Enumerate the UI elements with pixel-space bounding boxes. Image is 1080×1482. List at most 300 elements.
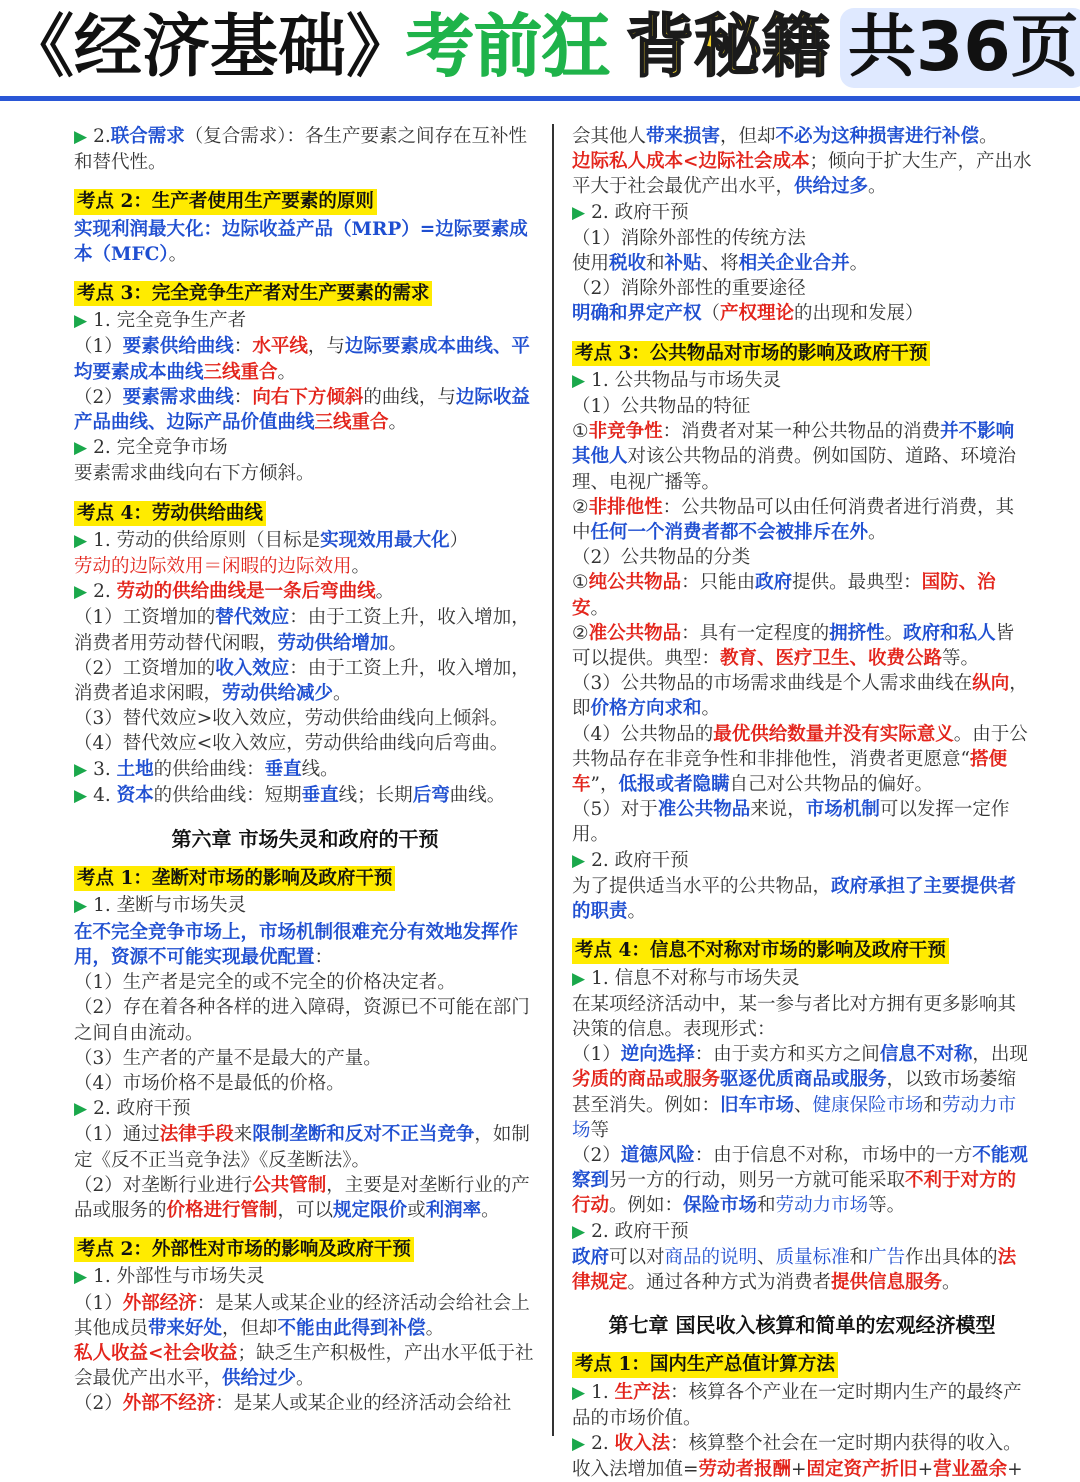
text-run: 1. <box>591 1381 615 1403</box>
text-run: （2）公共物品的分类 <box>572 547 751 569</box>
text-run: 和 <box>849 1246 869 1268</box>
text-run: 。 <box>979 126 998 147</box>
text-run: 等。 <box>868 1195 906 1217</box>
text-run: ② <box>572 496 589 518</box>
header-title-kaoqiankuang: 考前狂 <box>406 8 611 87</box>
text-run: 。 <box>868 522 887 544</box>
paragraph <box>74 920 536 970</box>
text-run: 使用 <box>572 253 610 275</box>
text-run: 等 <box>590 1119 610 1141</box>
text-run: 劳动的供给曲线是一条后弯曲线 <box>116 581 376 603</box>
text-run: （5）对于 <box>572 799 658 821</box>
text-run: 三线重合 <box>314 412 389 434</box>
section-heading <box>74 189 536 216</box>
paragraph <box>74 757 536 783</box>
text-run: 垂直 <box>264 758 302 780</box>
text-run: 等。 <box>942 648 980 670</box>
text-run: ① <box>572 572 589 594</box>
text-run: 政府 <box>755 572 793 594</box>
text-run: ： <box>233 386 253 408</box>
paragraph <box>572 671 1032 721</box>
text-run: 、 <box>757 1246 776 1268</box>
text-run: 补贴 <box>664 253 702 275</box>
text-run: 搭便车 <box>572 748 1007 796</box>
bullet-arrow-icon: ▶ <box>74 759 88 780</box>
text-run: 。 <box>627 901 647 923</box>
paragraph <box>572 545 1032 570</box>
text-run: （4）公共物品的 <box>572 723 714 745</box>
text-run: 低报或者隐瞒 <box>618 774 730 796</box>
text-run: 收入法 <box>614 1432 671 1454</box>
text-run: 法律手段 <box>159 1124 234 1146</box>
page-header <box>0 0 1080 101</box>
paragraph <box>572 1457 1032 1482</box>
paragraph <box>572 394 1032 419</box>
text-run: 利润率 <box>425 1199 482 1221</box>
header-title-beimiji: 背秘籍 <box>626 8 831 87</box>
paragraph <box>74 217 536 267</box>
text-run: （3）替代效应>收入效应，劳动供给曲线向上倾斜。 <box>74 708 509 730</box>
text-run: + <box>791 1459 807 1481</box>
text-run: （复合需求）：各生产要素之间存在互补性和替代性。 <box>74 126 528 174</box>
paragraph <box>572 621 1032 671</box>
bullet-arrow-icon: ▶ <box>74 1267 88 1288</box>
paragraph <box>572 251 1032 276</box>
text-run: 供给过多 <box>794 176 869 198</box>
text-run: 道德风险 <box>620 1144 695 1166</box>
header-title-pages: 共36页 <box>840 8 1080 88</box>
paragraph <box>572 992 1032 1042</box>
text-run: 或 <box>407 1199 426 1221</box>
text-run: 。 <box>333 683 352 705</box>
bullet-arrow-icon: ▶ <box>74 1099 88 1120</box>
bullet-arrow-icon: ▶ <box>572 1221 586 1242</box>
text-run: 。 <box>481 1199 500 1221</box>
paragraph <box>572 200 1032 226</box>
paragraph <box>74 706 536 731</box>
text-run: 。 <box>868 176 887 198</box>
text-run: （1）工资增加的 <box>74 607 216 629</box>
paragraph <box>572 722 1032 798</box>
paragraph <box>74 435 536 461</box>
paragraph <box>74 656 536 706</box>
paragraph <box>572 1431 1032 1457</box>
text-run: 非竞争性 <box>588 421 663 443</box>
section-heading <box>74 1237 536 1264</box>
text-run: 劣质的商品或服务 <box>572 1069 721 1091</box>
text-run: ，与 <box>307 336 345 358</box>
text-run: 带来损害 <box>646 126 721 147</box>
paragraph <box>572 1245 1032 1295</box>
section-heading <box>572 1352 1032 1379</box>
text-run: 和 <box>757 1195 776 1217</box>
text-run: 相关企业合并 <box>738 253 850 275</box>
text-run: 资本 <box>116 784 154 806</box>
paragraph <box>74 308 536 334</box>
text-run: 。 <box>388 412 408 434</box>
text-run: 旧车市场 <box>720 1094 795 1116</box>
text-run: ① <box>572 421 589 443</box>
text-run: 垂直 <box>301 784 339 806</box>
text-run: 作出具体的 <box>905 1246 998 1268</box>
text-run: 边际要素成本曲线、平均要素成本曲线 <box>74 336 530 383</box>
text-run: 国防、治安 <box>572 572 996 619</box>
text-run: 提供信息服务 <box>831 1271 943 1293</box>
left-column <box>74 124 536 1417</box>
text-run: 。 <box>942 1271 961 1293</box>
paragraph <box>572 1219 1032 1245</box>
chapter-heading <box>74 827 536 852</box>
bullet-arrow-icon: ▶ <box>572 370 586 391</box>
text-run: 的供给曲线： <box>153 758 265 780</box>
text-run: （1） <box>572 1044 621 1066</box>
text-run: 对该公共物品的消费。例如国防、道路、环境治理、电视广播等。 <box>572 446 1017 493</box>
text-run: 。 <box>168 243 188 265</box>
text-run: 1. 信息不对称与市场失灵 <box>591 967 800 989</box>
paragraph <box>572 226 1032 251</box>
paragraph <box>74 783 536 809</box>
text-run: ，主要是对垄断行业的产品或服务的 <box>74 1174 530 1221</box>
text-run: 生产法 <box>614 1381 671 1403</box>
text-run: 曲线。 <box>449 784 506 806</box>
right-column <box>572 124 1032 1482</box>
text-run: 的出现和发展） <box>794 303 924 325</box>
text-run: 实现效用最大化 <box>320 529 450 551</box>
text-run: 固定资产折旧 <box>806 1459 918 1481</box>
section-heading <box>572 938 1032 965</box>
text-run: 纵向 <box>972 673 1010 695</box>
paragraph <box>74 731 536 756</box>
text-run: 2. 完全竞争市场 <box>93 437 228 459</box>
text-run: 在不完全竞争市场上，市场机制很难充分有效地发挥作用，资源不可能实现最优配置 <box>74 921 519 968</box>
text-run: 3. <box>93 758 117 780</box>
paragraph <box>74 605 536 655</box>
text-run: 要素供给曲线 <box>122 336 234 358</box>
text-run: 。 <box>375 581 395 603</box>
text-run: 外部经济 <box>122 1292 197 1314</box>
paragraph <box>74 124 536 175</box>
text-run: ：由于卖方和买方之间 <box>694 1044 880 1066</box>
text-run: （2）消除外部性的重要途径 <box>572 278 806 300</box>
paragraph <box>74 579 536 605</box>
text-run: 劳动供给减少 <box>222 683 334 705</box>
paragraph <box>572 874 1032 924</box>
text-run: 。 <box>296 1368 315 1390</box>
text-run: ”， <box>590 774 619 796</box>
paragraph <box>74 1046 536 1071</box>
paragraph <box>572 570 1032 620</box>
text-run: （1） <box>74 336 123 358</box>
text-run: （2）工资增加的 <box>74 657 216 679</box>
paragraph <box>74 385 536 435</box>
text-run: （4）市场价格不是最低的价格。 <box>74 1072 345 1094</box>
text-run: 外部不经济 <box>122 1393 216 1415</box>
section-heading-label: 考点 1：国内生产总值计算方法 <box>572 1352 838 1377</box>
header-title-book: 《经济基础》 <box>6 8 415 87</box>
text-run: 不利于对方的行动 <box>572 1170 1017 1217</box>
text-run: 边际私人成本<边际社会成本 <box>572 151 810 173</box>
text-run: 规定限价 <box>333 1199 408 1221</box>
text-run: 1. 外部性与市场失灵 <box>93 1266 265 1288</box>
text-run: 。通过各种方式为消费者 <box>627 1271 832 1293</box>
text-run: 、 <box>794 1094 813 1116</box>
text-run: 实现利润最大化： <box>74 218 223 240</box>
section-heading-label: 考点 2：生产者使用生产要素的原则 <box>74 189 377 214</box>
text-run: 线。 <box>301 758 339 780</box>
text-run: ② <box>572 622 589 644</box>
text-run: 广告 <box>868 1246 906 1268</box>
chapter-heading <box>572 1313 1032 1338</box>
text-run: 2. 政府干预 <box>591 201 689 223</box>
bullet-arrow-icon: ▶ <box>74 530 88 551</box>
text-run: 1. 公共物品与市场失灵 <box>591 369 782 391</box>
text-run: 产权理论 <box>720 303 795 325</box>
text-run: 。 <box>590 597 610 619</box>
text-run: ：是某人或某企业的经济活动会给社会上其他成员 <box>74 1292 530 1339</box>
text-run: 边际收益产品曲线、边际产品价值曲线 <box>74 386 530 434</box>
text-run: 线；长期 <box>338 784 413 806</box>
text-run: 4. <box>93 784 117 806</box>
text-run: 质量标准 <box>775 1246 850 1268</box>
text-run: （1）消除外部性的传统方法 <box>572 227 806 249</box>
bullet-arrow-icon: ▶ <box>572 1433 586 1454</box>
text-run: 2. <box>93 581 117 603</box>
section-heading-label: 考点 2：外部性对市场的影响及政府干预 <box>74 1237 414 1262</box>
text-run: ：核算各个产业在一定时期内生产的最终产品的市场价值。 <box>572 1381 1022 1429</box>
text-run: 政府 <box>572 1246 610 1268</box>
bullet-arrow-icon: ▶ <box>74 438 88 459</box>
bullet-arrow-icon: ▶ <box>74 311 88 332</box>
text-run: 政府承担了主要提供者的职责 <box>572 875 1017 923</box>
text-run: （2）存在着各种各样的进入障碍，资源已不可能在部门之间自由流动。 <box>74 997 530 1044</box>
bullet-arrow-icon: ▶ <box>572 1382 586 1403</box>
text-run: ，但却 <box>222 1317 278 1339</box>
text-run: ，可以 <box>277 1199 334 1221</box>
text-run: （2） <box>74 386 123 408</box>
paragraph <box>74 334 536 384</box>
paragraph <box>572 419 1032 495</box>
paragraph <box>572 495 1032 545</box>
paragraph <box>572 368 1032 394</box>
text-run: 公共管制 <box>252 1174 327 1196</box>
text-run: 劳动供给增加 <box>277 632 389 654</box>
text-run: 不能观察到 <box>572 1144 1028 1192</box>
text-run: 联合需求 <box>110 126 185 147</box>
text-run: （3）生产者的产量不是最大的产量。 <box>74 1047 382 1069</box>
paragraph <box>74 1173 536 1223</box>
text-run: 第七章 国民收入核算和简单的宏观经济模型 <box>608 1313 996 1338</box>
text-run: 劳动者报酬 <box>698 1459 792 1481</box>
text-run: 政府和私人 <box>903 622 996 644</box>
text-run: 。 <box>849 253 869 275</box>
text-run: ，但却 <box>720 126 776 147</box>
paragraph <box>572 276 1032 301</box>
text-run: 收入法增加值= <box>572 1459 699 1481</box>
text-run: 商品的说明 <box>664 1246 758 1268</box>
text-run: （1）公共物品的特征 <box>572 396 751 418</box>
text-run: 收入效应 <box>215 657 290 679</box>
bullet-arrow-icon: ▶ <box>74 896 88 917</box>
text-run: ，即 <box>572 673 1028 720</box>
text-run: ：具有一定程度的 <box>681 622 830 644</box>
text-run: ： <box>314 946 334 968</box>
text-run: ；缺乏生产积极性，产出水平低于社会最优产出水平， <box>74 1342 534 1390</box>
paragraph <box>572 848 1032 874</box>
text-run: 健康保险市场 <box>812 1094 924 1116</box>
text-run: 任何一个消费者都不会被排斥在外 <box>590 522 869 544</box>
text-run: （2） <box>74 1393 123 1415</box>
text-run: 另一方的行动，则另一方就可能采取 <box>609 1170 906 1192</box>
text-run: （ <box>701 303 721 325</box>
paragraph <box>74 1341 536 1391</box>
text-run: 信息不对称 <box>879 1044 973 1066</box>
text-run: 1. 完全竞争生产者 <box>93 310 247 332</box>
text-run: 驱逐优质商品或服务 <box>720 1069 887 1091</box>
text-run: 不能由此得到补偿 <box>277 1317 426 1339</box>
text-run: 逆向选择 <box>620 1044 695 1066</box>
text-run: 纯公共物品 <box>588 572 682 594</box>
text-run: 2. 政府干预 <box>93 1098 191 1120</box>
text-run: 供给过少 <box>222 1368 297 1390</box>
text-run: （4）替代效应<收入效应，劳动供给曲线向后弯曲。 <box>74 733 509 755</box>
text-run: 准公共物品 <box>657 799 751 821</box>
text-run: 营业盈余 <box>933 1459 1008 1481</box>
text-run: 1. 垄断与市场失灵 <box>93 895 247 917</box>
text-run: 。 <box>277 361 297 383</box>
text-run: 明确和界定产权 <box>572 303 702 325</box>
paragraph <box>572 1380 1032 1431</box>
section-heading-label: 考点 3：公共物品对市场的影响及政府干预 <box>572 341 930 366</box>
section-heading-label: 考点 3：完全竞争生产者对生产要素的需求 <box>74 281 432 306</box>
column-divider <box>552 124 554 1436</box>
text-run: 三线重合 <box>203 361 278 383</box>
text-run: 、将 <box>701 253 739 275</box>
text-run: 2. <box>93 126 111 147</box>
text-run: 的曲线，与 <box>363 386 456 408</box>
section-heading <box>74 281 536 308</box>
paragraph <box>572 966 1032 992</box>
text-run: 法律规定 <box>572 1246 1017 1293</box>
text-run: 价格进行管制 <box>166 1199 278 1221</box>
section-heading-label: 考点 4：劳动供给曲线 <box>74 501 266 526</box>
text-run: ，如制定《反不正当竞争法》《反垄断法》。 <box>74 1124 530 1171</box>
paragraph <box>74 970 536 995</box>
text-run: 限制垄断和反对不正当竞争 <box>252 1124 475 1146</box>
paragraph <box>572 1143 1032 1219</box>
paragraph <box>74 1071 536 1096</box>
text-run: 。 <box>388 632 408 654</box>
text-run: 。例如： <box>609 1195 684 1217</box>
text-run: ；倾向于扩大生产，产出水平大于社会最优产出水平， <box>572 151 1032 198</box>
text-run: （1） <box>74 1292 123 1314</box>
text-run: 2. <box>591 1432 615 1454</box>
text-run: 和 <box>923 1094 943 1116</box>
text-run: ：只能由 <box>681 572 756 594</box>
text-run: 非排他性 <box>588 496 663 518</box>
text-run: + <box>917 1459 934 1481</box>
text-run: 水平线 <box>252 336 308 358</box>
text-run: ，以致市场萎缩甚至消失。例如： <box>572 1069 1017 1116</box>
paragraph <box>74 1291 536 1341</box>
text-run: ：公共物品可以由任何消费者进行消费，其中 <box>572 496 1015 544</box>
paragraph <box>572 301 1032 326</box>
text-run: 来 <box>233 1124 253 1146</box>
bullet-arrow-icon: ▶ <box>74 785 88 806</box>
text-run: 准公共物品 <box>588 622 682 644</box>
paragraph <box>74 528 536 554</box>
text-run: 价格方向求和 <box>590 698 702 720</box>
section-heading <box>572 341 1032 368</box>
text-run: 私人收益<社会收益 <box>74 1342 238 1364</box>
section-heading-label: 考点 1：垄断对市场的影响及政府干预 <box>74 866 395 891</box>
text-run: （1）通过 <box>74 1124 160 1146</box>
text-run: 税收 <box>609 253 647 275</box>
text-run: ：消费者对某一种公共物品的消费 <box>662 421 941 443</box>
text-run: 可以发挥一定作用。 <box>572 799 1010 846</box>
paragraph <box>74 995 536 1045</box>
text-run: ：由于工资上升，收入增加，消费者用劳动替代闲暇， <box>74 607 530 654</box>
text-run: 在某项经济活动中，某一参与者比对方拥有更多影响其决策的信息。表现形式： <box>572 993 1017 1040</box>
paragraph <box>74 554 536 579</box>
text-run: 和 <box>646 253 665 275</box>
text-run: 可以对 <box>609 1246 665 1268</box>
text-run: 劳动力市场 <box>775 1195 869 1217</box>
text-run: 后弯 <box>412 784 450 806</box>
text-run: 会其他人 <box>572 126 647 147</box>
text-run: 为了提供适当水平的公共物品， <box>572 875 832 897</box>
text-run: ： <box>233 336 253 358</box>
bullet-arrow-icon: ▶ <box>572 850 586 871</box>
paragraph <box>74 893 536 919</box>
text-run: ：是某人或某企业的经济活动会给社 <box>215 1393 512 1415</box>
text-run: 土地 <box>116 758 154 780</box>
paragraph <box>572 149 1032 199</box>
bullet-arrow-icon: ▶ <box>572 202 586 223</box>
text-run: （3）公共物品的市场需求曲线是个人需求曲线在 <box>572 673 973 695</box>
paragraph <box>572 797 1032 847</box>
text-run: 2. 政府干预 <box>591 1220 689 1242</box>
text-run: 。 <box>701 698 721 720</box>
section-heading <box>74 866 536 893</box>
bullet-arrow-icon: ▶ <box>74 582 88 603</box>
text-run: （2） <box>572 1144 621 1166</box>
text-run: ：由于工资上升，收入增加，消费者追求闲暇， <box>74 657 530 705</box>
text-run: 1. 劳动的供给原则（目标是 <box>93 529 321 551</box>
section-heading-label: 考点 4：信息不对称对市场的影响及政府干预 <box>572 938 949 963</box>
text-run: 皆可以提供。典型： <box>572 622 1015 670</box>
text-run: 第六章 市场失灵和政府的干预 <box>171 827 439 852</box>
text-run: 替代效应 <box>215 607 290 629</box>
text-run: ：由于信息不对称，市场中的一方 <box>694 1144 973 1166</box>
text-run: 市场机制 <box>805 799 880 821</box>
text-run: （1）生产者是完全的或不完全的价格决定者。 <box>74 972 456 994</box>
text-run: （2）对垄断行业进行 <box>74 1174 253 1196</box>
text-run: ） <box>449 529 469 551</box>
text-run: 自己对公共物品的偏好。 <box>729 774 934 796</box>
paragraph <box>74 1096 536 1122</box>
text-run: 劳动力市场 <box>572 1094 1017 1141</box>
text-run: 来说， <box>750 799 806 821</box>
paragraph <box>572 124 1032 149</box>
text-run: 。 <box>351 556 371 578</box>
bullet-arrow-icon: ▶ <box>572 968 586 989</box>
text-run: 保险市场 <box>683 1195 758 1217</box>
paragraph <box>74 461 536 486</box>
text-run: + <box>1007 1459 1023 1481</box>
text-run: 要素需求曲线向右下方倾斜。 <box>74 463 315 485</box>
paragraph <box>74 1122 536 1172</box>
text-run: 的供给曲线：短期 <box>153 784 302 806</box>
